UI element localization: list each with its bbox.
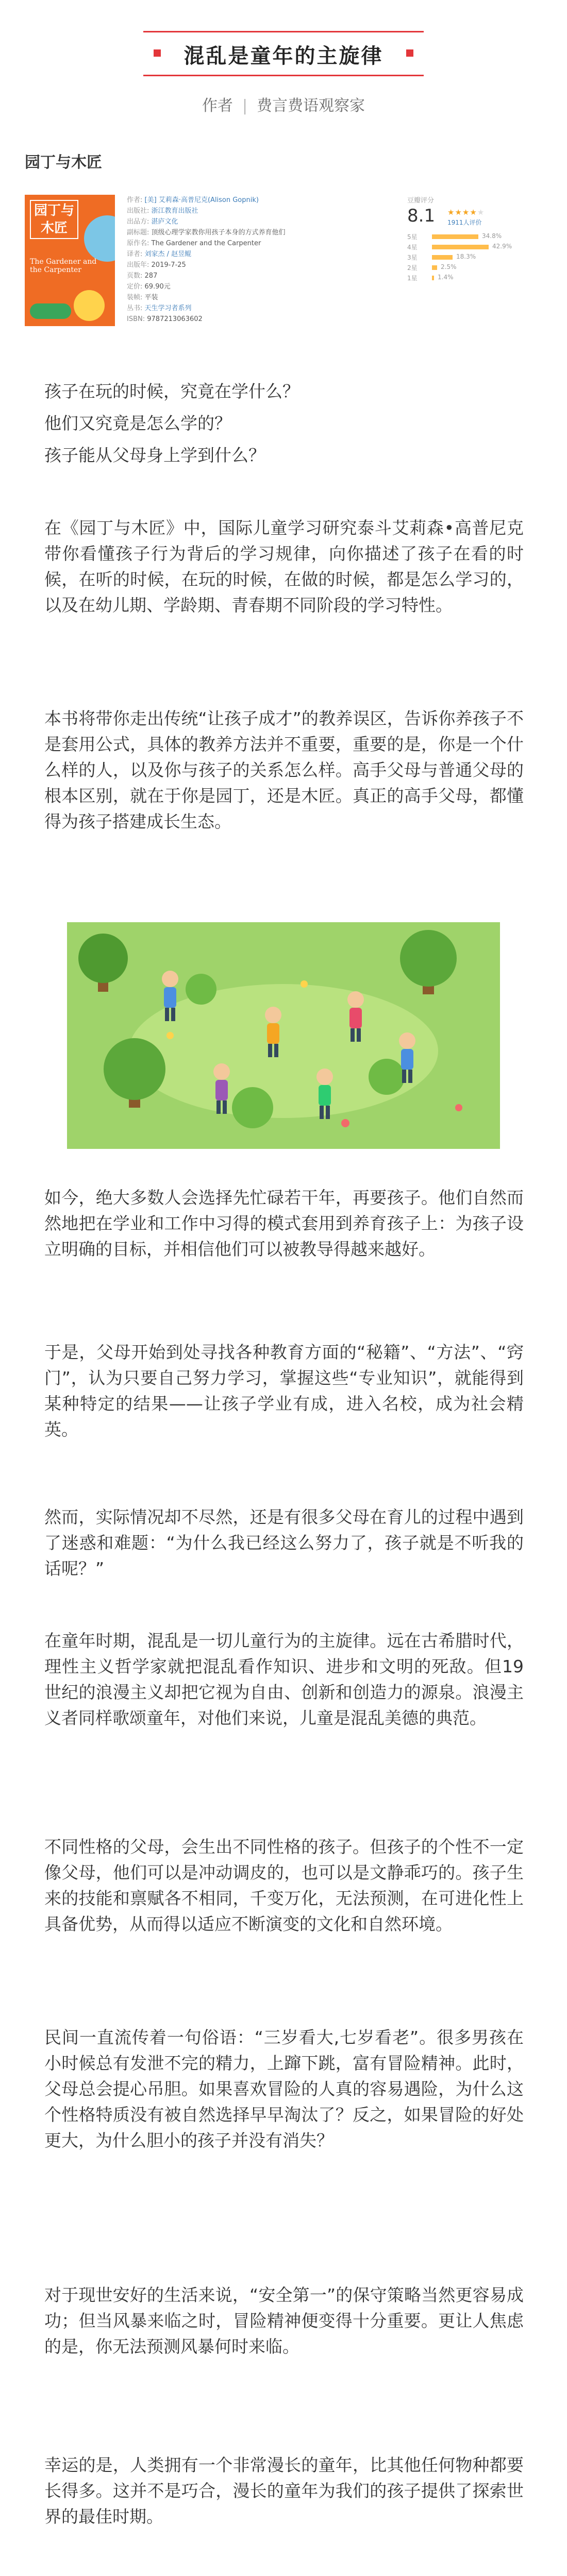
book-cover[interactable] [25,195,115,326]
body-paragraph: 不同性格的父母，会生出不同性格的孩子。但孩子的个性不一定像父母，他们可以是冲动调皮的，也可以是文静乖巧的。孩子生来的技能和禀赋各不相同，千变万化，无法预测，在可进化性上具备优势，从而得以适应不断演变的文化和自然环境。 [44,1837,524,1934]
body-paragraph: 幸运的是，人类拥有一个非常漫长的童年，比其他任何物种都要长得多。这并不是巧合，漫长的童年为我们的孩子提供了探索世界的最佳时期。 [44,2455,524,2527]
book-meta-row[interactable]: 出版社: 浙江教育出版社 [127,207,198,215]
rating-row: 4星 42.9% [407,243,512,251]
star-icon: ★ [447,208,455,217]
rating-score: 8.1 [407,206,436,226]
book-meta-row: 定价: 69.90元 [127,283,171,291]
body-paragraph: 民间一直流传着一句俗语：“三岁看大,七岁看老”。很多男孩在小时候总有发泄不完的精力，上蹿下跳，富有冒险精神。此时，父母总会提心吊胆。如果喜欢冒险的人真的容易遇险，为什么这个性格特质没有被自然选择早早淘汰了？反之，如果冒险的好处更大，为什么胆小的孩子并没有消失？ [44,2027,524,2150]
rating-row: 2星 2.5% [407,263,457,272]
author-separator: | [242,97,248,115]
book-meta-row: 页数: 287 [127,272,158,280]
rating-row: 1星 1.4% [407,274,454,282]
book-meta-row: 出版年: 2019-7-25 [127,261,186,269]
intro-question: 他们又究竟是怎么学的？ [44,413,231,433]
book-meta [127,195,400,325]
intro-question: 孩子能从父母身上学到什么？ [44,445,265,465]
rating-row: 5星 34.8% [407,232,502,241]
star-icon: ★ [470,208,477,217]
book-meta-row[interactable]: 丛书: 天生学习者系列 [127,304,192,312]
book-title[interactable]: 园丁与木匠 [25,154,102,172]
rating-count[interactable]: 1911人评价 [447,219,482,226]
cover-title-zh: 园丁与木匠 [30,200,78,239]
star-icon: ★ [462,208,470,217]
author-line [0,93,567,115]
rating-row: 3星 18.3% [407,253,476,261]
book-meta-row[interactable]: 出品方: 湛庐文化 [127,218,178,226]
body-paragraph: 对于现世安好的生活来说，“安全第一”的保守策略当然更容易成功；但当风暴来临之时，冒险精神便变得十分重要。更让人焦虑的是，你无法预测风暴何时来临。 [44,2285,524,2357]
rating-panel [407,195,546,283]
rating-breakdown [407,231,546,283]
book-meta-row[interactable]: 作者: [美] 艾莉森·高普尼克(Alison Gopnik) [127,196,259,204]
rating-label: 豆瓣评分 [407,197,435,205]
body-paragraph: 于是，父母开始到处寻找各种教育方面的“秘籍”、“方法”、“窍门”，认为只要自己努力学习，掌握这些“专业知识”，就能得到某种特定的结果——让孩子学业有成，进入名校，成为社会精英。 [44,1342,524,1439]
body-paragraph: 如今，绝大多数人会选择先忙碌若干年，再要孩子。他们自然而然地把在学业和工作中习得的模式套用到养育孩子上：为孩子设立明确的目标，并相信他们可以被教导得越来越好。 [44,1188,524,1259]
book-meta-row: 原作名: The Gardener and the Carpenter [127,240,261,247]
cover-decor [74,290,105,321]
book-meta-row: 副标题: 顶级心理学家教你用孩子本身的方式养育他们 [127,229,286,236]
article-title: 混乱是童年的主旋律 [184,44,383,68]
star-icon: ★ [455,208,462,217]
intro-question: 孩子在玩的时候，究竟在学什么？ [44,381,299,401]
book-meta-row[interactable]: 译者: 刘家杰 / 赵昱鲲 [127,250,192,258]
article-title-bar [143,31,424,76]
body-paragraph: 然而，实际情况却不尽然，还是有很多父母在育儿的过程中遇到了迷惑和难题：“为什么我已经这么努力了，孩子就是不听我的话呢？” [44,1507,524,1579]
book-meta-row: ISBN: 9787213063602 [127,315,203,323]
author-label: 作者 [202,97,233,115]
body-paragraph: 在童年时期，混乱是一切儿童行为的主旋律。远在古希腊时代，理性主义哲学家就把混乱看作知识、进步和文明的死敌。但19世纪的浪漫主义却把它视为自由、创新和创造力的源泉。浪漫主义者同样歌颂童年，对他们来说，儿童是混乱美德的典范。 [44,1631,524,1728]
author-name[interactable]: 费言费语观察家 [257,97,365,115]
star-icon: ★ [477,208,485,217]
body-paragraph: 在《园丁与木匠》中，国际儿童学习研究泰斗艾莉森•高普尼克带你看懂孩子行为背后的学习规律，向你描述了孩子在看的时候，在听的时候，在玩的时候，在做的时候，都是怎么学习的，以及在幼儿期、学龄期、青春期不同阶段的学习特性。 [44,518,524,615]
title-decor-square [406,49,413,57]
cover-decor [84,215,115,262]
book-meta-row: 装帧: 平装 [127,294,158,301]
body-paragraph: 本书将带你走出传统“让孩子成才”的教养误区，告诉你养孩子不是套用公式，具体的教养方法并不重要，重要的是，你是一个什么样的人，以及你与孩子的关系怎么样。高手父母与普通父母的根本区别，就在于你是园丁，还是木匠。真正的高手父母，都懂得为孩子搭建成长生态。 [44,708,524,832]
children-playing-illustration [67,922,500,1149]
cover-decor [30,303,71,319]
rating-stars [447,208,485,217]
cover-title-en: The Gardener and the Carpenter [30,258,97,274]
